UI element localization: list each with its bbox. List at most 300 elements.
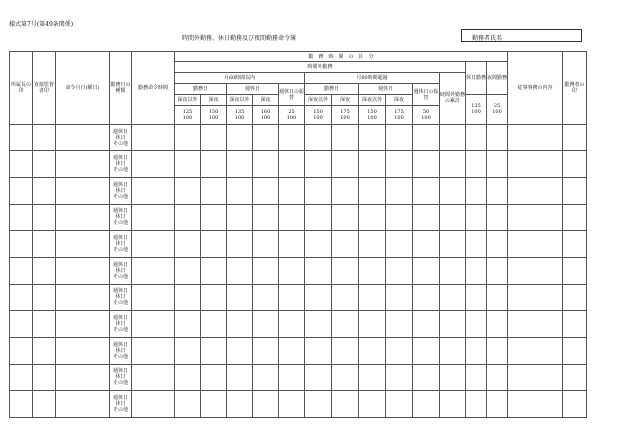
entry-cell[interactable] — [440, 204, 466, 231]
entry-cell[interactable] — [487, 391, 508, 418]
non-night-header: 深夜以外 — [305, 95, 332, 106]
table-row — [10, 151, 587, 178]
entry-cell[interactable] — [279, 337, 305, 364]
entry-cell[interactable] — [359, 204, 386, 231]
entry-cell[interactable] — [33, 364, 56, 391]
entry-cell[interactable] — [332, 124, 359, 151]
entry-cell[interactable] — [508, 231, 563, 258]
entry-cell[interactable] — [10, 337, 33, 364]
over-60-header: 月60時間超過 — [305, 72, 440, 83]
entry-cell[interactable] — [359, 391, 386, 418]
entry-cell[interactable] — [175, 257, 201, 284]
day-type-option[interactable]: 週休日 — [112, 128, 128, 135]
holiday-work-header: 休日勤務 — [466, 62, 487, 95]
day-type-cell — [110, 257, 132, 284]
entry-cell[interactable] — [440, 231, 466, 258]
day-type-option[interactable]: 週休日 — [112, 208, 128, 215]
order-date-cell[interactable] — [56, 284, 110, 311]
entry-cell[interactable] — [175, 124, 201, 151]
entry-cell[interactable] — [487, 151, 508, 178]
over-workday-header: 勤務日 — [305, 83, 359, 94]
entry-cell[interactable] — [413, 391, 440, 418]
table-row — [10, 178, 587, 205]
entry-cell[interactable] — [563, 337, 587, 364]
entry-cell[interactable] — [386, 204, 413, 231]
order-date-cell[interactable] — [56, 364, 110, 391]
entry-cell[interactable] — [175, 151, 201, 178]
entry-cell[interactable] — [386, 311, 413, 338]
day-type-option[interactable]: その他 — [112, 407, 128, 414]
entry-cell[interactable] — [201, 311, 227, 338]
table-row — [10, 337, 587, 364]
entry-cell[interactable] — [227, 151, 253, 178]
table-row — [10, 284, 587, 311]
entry-cell[interactable] — [332, 391, 359, 418]
entry-cell[interactable] — [563, 178, 587, 205]
form-number: 様式第7号(第49条関係) — [9, 21, 74, 28]
entry-cell[interactable] — [305, 231, 332, 258]
entry-cell[interactable] — [279, 391, 305, 418]
table-row — [10, 257, 587, 284]
entry-cell[interactable] — [440, 337, 466, 364]
entry-cell[interactable] — [440, 151, 466, 178]
entry-cell[interactable] — [305, 178, 332, 205]
entry-cell[interactable] — [279, 364, 305, 391]
day-type-option[interactable]: その他 — [112, 353, 128, 360]
entry-cell[interactable] — [227, 311, 253, 338]
entry-cell[interactable] — [227, 124, 253, 151]
entry-cell[interactable] — [305, 204, 332, 231]
non-night-header: 深夜以外 — [175, 95, 201, 106]
entry-cell[interactable] — [227, 337, 253, 364]
rate-cell: 150 100 — [305, 106, 332, 124]
entry-cell[interactable] — [332, 204, 359, 231]
day-type-option[interactable]: 週休日 — [112, 341, 128, 348]
entry-cell[interactable] — [386, 124, 413, 151]
entry-cell[interactable] — [227, 284, 253, 311]
entry-cell[interactable] — [413, 311, 440, 338]
entry-cell[interactable] — [563, 231, 587, 258]
entry-cell[interactable] — [201, 257, 227, 284]
entry-cell[interactable] — [359, 257, 386, 284]
entry-cell[interactable] — [175, 337, 201, 364]
entry-cell[interactable] — [201, 337, 227, 364]
rate-cell: 150 100 — [201, 106, 227, 124]
entry-cell[interactable] — [487, 124, 508, 151]
entry-cell[interactable] — [466, 364, 487, 391]
entry-cell[interactable] — [253, 391, 279, 418]
night-header: 深夜 — [253, 95, 279, 106]
rate-cell: 50 100 — [413, 106, 440, 124]
worker-seal-header: 勤務者の 印 — [563, 52, 587, 125]
entry-cell[interactable] — [508, 284, 563, 311]
entry-cell[interactable] — [10, 391, 33, 418]
ordered-hours-cell[interactable] — [132, 151, 175, 178]
entry-cell[interactable] — [487, 178, 508, 205]
day-type-option[interactable]: 週休日 — [112, 395, 128, 402]
day-type-cell — [110, 231, 132, 258]
ordered-hours-cell[interactable] — [132, 178, 175, 205]
entry-cell[interactable] — [563, 257, 587, 284]
entry-cell[interactable] — [359, 231, 386, 258]
entry-cell[interactable] — [33, 257, 56, 284]
order-date-cell[interactable] — [56, 178, 110, 205]
day-type-option[interactable]: 休日 — [115, 347, 126, 354]
table-row — [10, 391, 587, 418]
entry-cell[interactable] — [508, 311, 563, 338]
entry-cell[interactable] — [201, 124, 227, 151]
entry-cell[interactable] — [563, 284, 587, 311]
entry-cell[interactable] — [386, 391, 413, 418]
entry-cell[interactable] — [508, 124, 563, 151]
entry-cell[interactable] — [413, 178, 440, 205]
entry-cell[interactable] — [279, 151, 305, 178]
day-type-cell — [110, 311, 132, 338]
order-date-cell[interactable] — [56, 391, 110, 418]
entry-cell[interactable] — [386, 337, 413, 364]
entry-cell[interactable] — [508, 204, 563, 231]
order-register-table — [9, 51, 590, 418]
entry-cell[interactable] — [10, 257, 33, 284]
entry-cell[interactable] — [175, 204, 201, 231]
ordered-hours-cell[interactable] — [132, 337, 175, 364]
table-row — [10, 231, 587, 258]
entry-cell[interactable] — [332, 257, 359, 284]
entry-cell[interactable] — [466, 257, 487, 284]
entry-cell[interactable] — [440, 364, 466, 391]
day-type-cell — [110, 151, 132, 178]
entry-cell[interactable] — [201, 391, 227, 418]
entry-cell[interactable] — [487, 231, 508, 258]
day-type-cell — [110, 284, 132, 311]
entry-cell[interactable] — [487, 364, 508, 391]
day-type-option[interactable]: 休日 — [115, 161, 126, 168]
table-row — [10, 311, 587, 338]
entry-cell[interactable] — [413, 284, 440, 311]
day-type-cell — [110, 337, 132, 364]
entry-cell[interactable] — [413, 231, 440, 258]
supervisor-seal-header: 直接監督者印 — [33, 52, 56, 125]
entry-cell[interactable] — [175, 364, 201, 391]
entry-cell[interactable] — [466, 178, 487, 205]
entry-cell[interactable] — [279, 284, 305, 311]
table-row — [10, 124, 587, 151]
entry-cell[interactable] — [201, 178, 227, 205]
entry-cell[interactable] — [440, 257, 466, 284]
entry-cell[interactable] — [253, 337, 279, 364]
entry-cell[interactable] — [466, 311, 487, 338]
ordered-hours-cell[interactable] — [132, 204, 175, 231]
entry-cell[interactable] — [33, 311, 56, 338]
order-date-cell[interactable] — [56, 204, 110, 231]
day-type-cell — [110, 178, 132, 205]
night-header: 深夜 — [386, 95, 413, 106]
entry-cell[interactable] — [332, 178, 359, 205]
entry-cell[interactable] — [227, 204, 253, 231]
work-content-header: 従事事務の内容 — [508, 52, 563, 125]
entry-cell[interactable] — [563, 364, 587, 391]
entry-cell[interactable] — [563, 204, 587, 231]
entry-cell[interactable] — [563, 124, 587, 151]
entry-cell[interactable] — [10, 311, 33, 338]
entry-cell[interactable] — [508, 151, 563, 178]
entry-cell[interactable] — [10, 284, 33, 311]
entry-cell[interactable] — [386, 151, 413, 178]
entry-cell[interactable] — [279, 311, 305, 338]
rate-cell: 125 100 — [175, 106, 201, 124]
entry-cell[interactable] — [359, 311, 386, 338]
entry-cell[interactable] — [359, 337, 386, 364]
entry-cell[interactable] — [332, 151, 359, 178]
entry-cell[interactable] — [253, 364, 279, 391]
day-type-option[interactable]: その他 — [112, 327, 128, 334]
entry-cell[interactable] — [253, 311, 279, 338]
entry-cell[interactable] — [563, 311, 587, 338]
entry-cell[interactable] — [440, 311, 466, 338]
entry-cell[interactable] — [386, 257, 413, 284]
day-type-option[interactable]: 休日 — [115, 401, 126, 408]
entry-cell[interactable] — [440, 124, 466, 151]
day-type-option[interactable]: 週休日 — [112, 288, 128, 295]
entry-cell[interactable] — [413, 204, 440, 231]
entry-cell[interactable] — [563, 391, 587, 418]
ordered-hours-cell[interactable] — [132, 231, 175, 258]
entry-cell[interactable] — [332, 231, 359, 258]
entry-cell[interactable] — [33, 151, 56, 178]
day-type-option[interactable]: その他 — [112, 167, 128, 174]
entry-cell[interactable] — [332, 337, 359, 364]
day-type-option[interactable]: その他 — [112, 193, 128, 200]
rate-cell: 135 100 — [466, 95, 487, 125]
ordered-hours-cell[interactable] — [132, 284, 175, 311]
entry-cell[interactable] — [440, 391, 466, 418]
within-weekly-holiday-header: 週休日 — [227, 83, 279, 94]
entry-cell[interactable] — [487, 311, 508, 338]
entry-cell[interactable] — [201, 204, 227, 231]
entry-cell[interactable] — [332, 284, 359, 311]
entry-cell[interactable] — [253, 284, 279, 311]
entry-cell[interactable] — [332, 311, 359, 338]
entry-cell[interactable] — [508, 257, 563, 284]
entry-cell[interactable] — [201, 151, 227, 178]
day-type-header: 勤務日の種類 — [110, 52, 132, 125]
day-type-option[interactable]: その他 — [112, 220, 128, 227]
entry-cell[interactable] — [305, 311, 332, 338]
entry-cell[interactable] — [201, 364, 227, 391]
entry-cell[interactable] — [10, 204, 33, 231]
entry-cell[interactable] — [466, 391, 487, 418]
ordered-hours-cell[interactable] — [132, 124, 175, 151]
day-type-option[interactable]: 休日 — [115, 214, 126, 221]
entry-cell[interactable] — [201, 231, 227, 258]
entry-cell[interactable] — [466, 284, 487, 311]
rate-cell: 175 100 — [386, 106, 413, 124]
day-type-option[interactable]: 休日 — [115, 187, 126, 194]
entry-cell[interactable] — [466, 151, 487, 178]
overtime-header: 時間外勤務 — [175, 62, 466, 72]
day-type-option[interactable]: その他 — [112, 273, 128, 280]
night-header: 深夜 — [332, 95, 359, 106]
day-type-option[interactable]: 休日 — [115, 294, 126, 301]
within-transfer-header: 週休日の振替 — [279, 83, 305, 106]
entry-cell[interactable] — [175, 231, 201, 258]
day-type-option[interactable]: 休日 — [115, 134, 126, 141]
non-night-header: 深夜以外 — [227, 95, 253, 106]
entry-cell[interactable] — [253, 257, 279, 284]
entry-cell[interactable] — [253, 178, 279, 205]
entry-cell[interactable] — [279, 204, 305, 231]
entry-cell[interactable] — [413, 257, 440, 284]
within-60-header: 月60時間以内 — [175, 72, 305, 83]
day-type-option[interactable]: 週休日 — [112, 261, 128, 268]
entry-cell[interactable] — [332, 364, 359, 391]
rate-cell: 25 100 — [487, 95, 508, 125]
entry-cell[interactable] — [33, 391, 56, 418]
entry-cell[interactable] — [305, 337, 332, 364]
non-night-header: 深夜以外 — [359, 95, 386, 106]
entry-cell[interactable] — [10, 178, 33, 205]
entry-cell[interactable] — [305, 124, 332, 151]
entry-cell[interactable] — [279, 257, 305, 284]
worker-name-field[interactable]: 勤務者氏名 — [461, 29, 582, 42]
entry-cell[interactable] — [359, 284, 386, 311]
entry-cell[interactable] — [386, 284, 413, 311]
entry-cell[interactable] — [440, 178, 466, 205]
entry-cell[interactable] — [305, 364, 332, 391]
day-type-option[interactable]: その他 — [112, 140, 128, 147]
entry-cell[interactable] — [359, 178, 386, 205]
entry-cell[interactable] — [487, 284, 508, 311]
entry-cell[interactable] — [175, 284, 201, 311]
entry-cell[interactable] — [413, 364, 440, 391]
entry-cell[interactable] — [253, 124, 279, 151]
entry-cell[interactable] — [33, 124, 56, 151]
entry-cell[interactable] — [487, 204, 508, 231]
over-weekly-holiday-header: 週休日 — [359, 83, 413, 94]
entry-cell[interactable] — [279, 124, 305, 151]
ordered-hours-header: 勤務命令時間 — [132, 52, 175, 125]
entry-cell[interactable] — [175, 311, 201, 338]
order-date-cell[interactable] — [56, 337, 110, 364]
entry-cell[interactable] — [508, 337, 563, 364]
entry-cell[interactable] — [227, 178, 253, 205]
entry-cell[interactable] — [227, 257, 253, 284]
entry-cell[interactable] — [253, 204, 279, 231]
entry-cell[interactable] — [253, 151, 279, 178]
classification-header: 勤 務 時 間 の 区 分 — [175, 52, 508, 62]
entry-cell[interactable] — [33, 337, 56, 364]
entry-cell[interactable] — [33, 178, 56, 205]
entry-cell[interactable] — [10, 124, 33, 151]
entry-cell[interactable] — [386, 231, 413, 258]
entry-cell[interactable] — [10, 364, 33, 391]
dept-head-seal-header: 所属長の印 — [10, 52, 33, 125]
rate-cell: 160 100 — [253, 106, 279, 124]
entry-cell[interactable] — [508, 364, 563, 391]
within-workday-header: 勤務日 — [175, 83, 227, 94]
entry-cell[interactable] — [440, 284, 466, 311]
day-type-option[interactable]: 休日 — [115, 374, 126, 381]
entry-cell[interactable] — [305, 284, 332, 311]
entry-cell[interactable] — [305, 391, 332, 418]
day-type-option[interactable]: 週休日 — [112, 368, 128, 375]
entry-cell[interactable] — [466, 124, 487, 151]
entry-cell[interactable] — [413, 337, 440, 364]
entry-cell[interactable] — [508, 178, 563, 205]
rate-cell: 175 100 — [332, 106, 359, 124]
entry-cell[interactable] — [359, 124, 386, 151]
day-type-option[interactable]: 週休日 — [112, 181, 128, 188]
entry-cell[interactable] — [386, 178, 413, 205]
entry-cell[interactable] — [175, 391, 201, 418]
day-type-option[interactable]: その他 — [112, 380, 128, 387]
entry-cell[interactable] — [33, 231, 56, 258]
day-type-option[interactable]: 週休日 — [112, 155, 128, 162]
entry-cell[interactable] — [466, 337, 487, 364]
entry-cell[interactable] — [33, 284, 56, 311]
entry-cell[interactable] — [466, 231, 487, 258]
document-title: 時間外勤務、休日勤務及び夜間勤務命令簿 — [182, 35, 297, 42]
order-date-cell[interactable] — [56, 257, 110, 284]
entry-cell[interactable] — [175, 178, 201, 205]
ordered-hours-cell[interactable] — [132, 257, 175, 284]
entry-cell[interactable] — [305, 151, 332, 178]
entry-cell[interactable] — [253, 231, 279, 258]
entry-cell[interactable] — [508, 391, 563, 418]
order-date-cell[interactable] — [56, 311, 110, 338]
table-row — [10, 364, 587, 391]
day-type-option[interactable]: 週休日 — [112, 315, 128, 322]
entry-cell[interactable] — [386, 364, 413, 391]
entry-cell[interactable] — [413, 124, 440, 151]
entry-cell[interactable] — [201, 284, 227, 311]
entry-cell[interactable] — [305, 257, 332, 284]
entry-cell[interactable] — [10, 231, 33, 258]
rate-cell: 25 100 — [279, 106, 305, 124]
entry-cell[interactable] — [279, 178, 305, 205]
entry-cell[interactable] — [33, 204, 56, 231]
entry-cell[interactable] — [227, 364, 253, 391]
day-type-option[interactable]: 週休日 — [112, 235, 128, 242]
entry-cell[interactable] — [359, 151, 386, 178]
order-date-header: 命令月日(曜日) — [56, 52, 110, 125]
entry-cell[interactable] — [227, 391, 253, 418]
order-date-cell[interactable] — [56, 231, 110, 258]
entry-cell[interactable] — [466, 204, 487, 231]
entry-cell[interactable] — [487, 337, 508, 364]
night-header: 深夜 — [201, 95, 227, 106]
rate-cell: 135 100 — [227, 106, 253, 124]
order-date-cell[interactable] — [56, 151, 110, 178]
ordered-hours-cell[interactable] — [132, 311, 175, 338]
order-date-cell[interactable] — [56, 124, 110, 151]
entry-cell[interactable] — [359, 364, 386, 391]
ordered-hours-cell[interactable] — [132, 364, 175, 391]
entry-cell[interactable] — [413, 151, 440, 178]
day-type-option[interactable]: その他 — [112, 247, 128, 254]
entry-cell[interactable] — [279, 231, 305, 258]
ordered-hours-cell[interactable] — [132, 391, 175, 418]
entry-cell[interactable] — [10, 151, 33, 178]
rate-cell: 150 100 — [359, 106, 386, 124]
entry-cell[interactable] — [563, 151, 587, 178]
day-type-option[interactable]: 休日 — [115, 321, 126, 328]
entry-cell[interactable] — [487, 257, 508, 284]
entry-cell[interactable] — [227, 231, 253, 258]
day-type-option[interactable]: 休日 — [115, 267, 126, 274]
day-type-option[interactable]: 休日 — [115, 241, 126, 248]
day-type-option[interactable]: その他 — [112, 300, 128, 307]
